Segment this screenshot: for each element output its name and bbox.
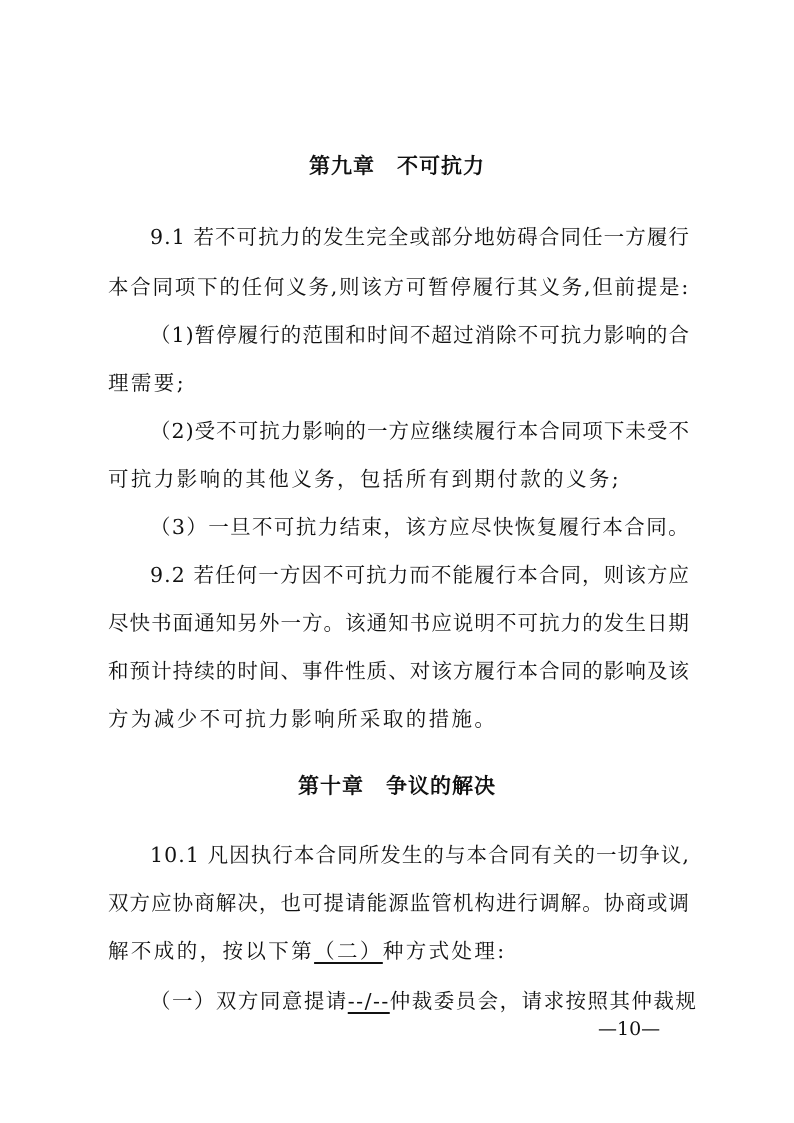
line4-suffix: 仲裁委员会，请求按照其仲裁规 — [389, 989, 698, 1013]
chapter10-title: 第十章 争议的解决 — [298, 774, 496, 798]
item-1-line1: （1)暂停履行的范围和时间不超过消除不可抗力影响的合 — [150, 323, 690, 347]
option-1-line1 — [150, 984, 697, 1014]
dispute-method-fill: （二） — [314, 939, 383, 963]
line3-prefix: 解不成的，按以下第 — [108, 939, 315, 963]
item-2-line2: 可抗力影响的其他义务，包括所有到期付款的义务; — [108, 467, 622, 491]
para-10-1-line1: 10.1 凡因执行本合同所发生的与本合同有关的一切争议, — [150, 843, 690, 867]
item-1-line2: 理需要; — [108, 371, 187, 395]
para-10-1-line2: 双方应协商解决，也可提请能源监管机构进行调解。协商或调 — [108, 891, 690, 915]
chapter9-title: 第九章 不可抗力 — [309, 154, 485, 178]
line3-suffix: 种方式处理: — [382, 939, 507, 963]
para-9-2-line2: 尽快书面通知另外一方。该通知书应说明不可抗力的发生日期 — [108, 611, 690, 635]
item-3-line1: （3）一旦不可抗力结束，该方应尽快恢复履行本合同。 — [150, 515, 690, 539]
para-9-2-line1: 9.2 若任何一方因不可抗力而不能履行本合同，则该方应 — [150, 563, 690, 587]
item-2-line1: （2)受不可抗力影响的一方应继续履行本合同项下未受不 — [150, 419, 690, 443]
para-9-1-line1: 9.1 若不可抗力的发生完全或部分地妨碍合同任一方履行 — [150, 225, 690, 249]
para-9-1-line2: 本合同项下的任何义务,则该方可暂停履行其义务,但前提是: — [108, 275, 690, 299]
line4-prefix: （一）双方同意提请 — [150, 989, 348, 1013]
page-number: —10— — [598, 1018, 661, 1040]
para-9-2-line3: 和预计持续的时间、事件性质、对该方履行本合同的影响及该 — [108, 659, 690, 683]
para-10-1-line3 — [108, 934, 507, 964]
arbitration-commission-fill: --/-- — [347, 989, 390, 1013]
para-9-2-line4: 方为减少不可抗力影响所采取的措施。 — [108, 707, 498, 731]
